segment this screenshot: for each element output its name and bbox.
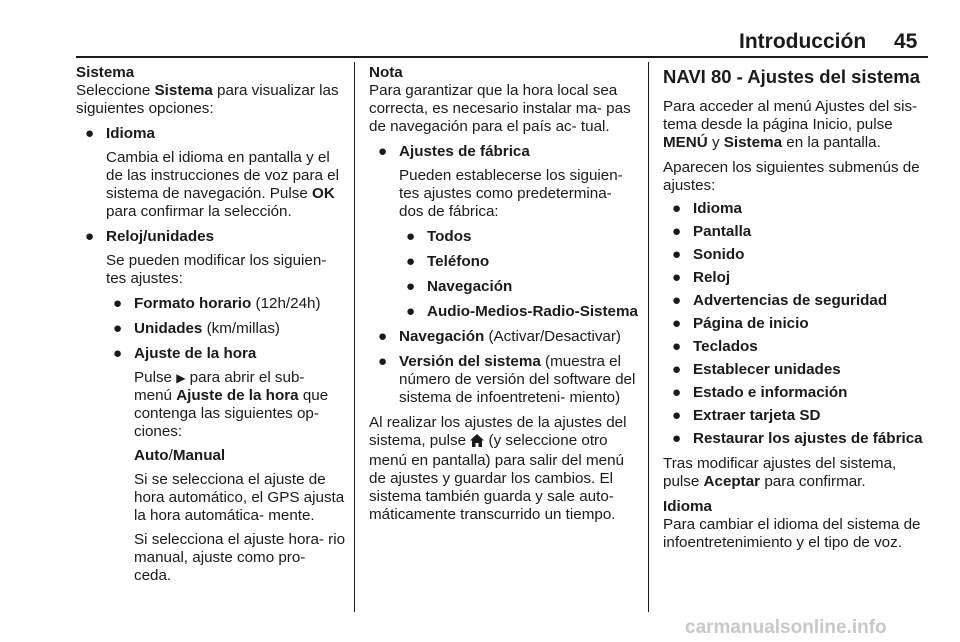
item-text: Pulse ▶ para abrir el sub- menú Ajuste de la hora que contenga las siguientes op- ciones: [134,369,329,440]
paragraph: Al realizar los ajustes de la ajustes del sistema, pulse (y seleccione otro menú en pantalla) para salir del menú de ajustes y guardar los cambios. El sistema también guarda y sale auto- máticamente transcurrido un tiempo. [369,414,627,523]
note-text: Para garantizar que la hora local sea correcta, es necesario instalar ma- pas de navegación para el país ac- tual. [369,82,631,135]
list-item: ● Navegación (Activar/Desactivar) [378,328,621,345]
bullet-icon: ● [85,125,95,142]
note-heading: Nota [369,64,403,81]
list-item [76,125,346,221]
column-2 [369,64,639,524]
bullet-icon: ● [672,407,682,424]
submenu-item: ● Reloj [672,269,731,286]
item-text: Pueden establecerse los siguien- tes ajustes como predetermina- dos de fábrica: [399,167,623,220]
submenu-item: ● Idioma [672,200,742,217]
paragraph: Tras modificar ajustes del sistema, pulse Aceptar para confirmar. [663,455,897,490]
submenu-item: ● Restaurar los ajustes de fábrica [672,430,923,447]
page-number: 45 [894,30,918,53]
bullet-icon: ● [672,338,682,355]
item-title: Ajuste de la hora [134,345,257,362]
bullet-icon: ● [378,328,388,345]
bullet-icon: ● [406,228,416,245]
header-rule [76,56,928,58]
column-divider [648,62,649,612]
page-title: Introducción [739,30,867,53]
bullet-icon: ● [672,430,682,447]
column-1 [76,64,346,585]
bullet-icon: ● [406,253,416,270]
submenu-item: ● Establecer unidades [672,361,841,378]
bullet-icon: ● [113,345,123,362]
bullet-icon: ● [85,228,95,245]
sub-list-item: ● Unidades (km/millas) [113,320,280,337]
section-heading: NAVI 80 - Ajustes del sistema [663,66,921,87]
bullet-icon: ● [672,292,682,309]
item-title: Ajustes de fábrica [399,143,530,160]
bullet-icon: ● [672,269,682,286]
bullet-icon: ● [672,223,682,240]
bullet-icon: ● [378,143,388,160]
bullet-icon: ● [672,200,682,217]
paragraph: Para cambiar el idioma del sistema de infoentretenimiento y el tipo de voz. [663,516,921,551]
submenu-item: ● Página de inicio [672,315,809,332]
list-item [76,228,346,585]
submenu-list [663,200,929,448]
bullet-icon: ● [406,303,416,320]
column-divider [354,62,355,612]
item-title: Reloj/unidades [106,228,215,245]
arrow-right-icon: ▶ [176,371,186,385]
submenu-item: ● Sonido [672,246,745,263]
list-item [369,143,639,321]
bullet-icon: ● [672,246,682,263]
sub-list-item: ● Navegación [406,278,513,295]
sub-list-item: ● Formato horario (12h/24h) [113,295,321,312]
submenu-item: ● Estado e información [672,384,848,401]
sub-list-item: ● Todos [406,228,472,245]
paragraph: Seleccione Sistema para visualizar las siguientes opciones: [76,82,339,117]
bullet-icon: ● [406,278,416,295]
submenu-item: ● Teclados [672,338,758,355]
bullet-icon: ● [113,295,123,312]
sub-list-item: ● Audio-Medios-Radio-Sistema [406,303,638,320]
paragraph: Para acceder al menú Ajustes del sis- tema desde la página Inicio, pulse MENÚ y Sistema en la pantalla. [663,98,918,151]
submenu-item: ● Advertencias de seguridad [672,292,888,309]
bullet-icon: ● [378,353,388,370]
section-heading: Sistema [76,64,135,81]
bullet-icon: ● [672,384,682,401]
item-text: Se pueden modificar los siguien- tes ajustes: [106,252,327,287]
bullet-icon: ● [672,361,682,378]
sub-list-item: ● Ajuste de la hora Pulse ▶ para abrir el sub- menú Ajuste de la hora que contenga las siguientes op- ciones: Auto/Manual Si se selecciona el ajuste de hora automático, el GPS ajusta la hora automática- mente. Si selecciona el ajuste hora- rio manual, ajuste como pro- ceda. [113,345,346,584]
home-icon [470,434,484,452]
column-3 [663,64,929,552]
submenu-item: ● Pantalla [672,223,752,240]
item-text: Cambia el idioma en pantalla y el de las instrucciones de voz para el sistema de navegación. Pulse OK para confirmar la selección. [106,149,340,220]
sub-list-item: ● Teléfono [406,253,490,270]
subsection-heading: Idioma [663,498,712,515]
bullet-icon: ● [113,320,123,337]
page-header [0,0,960,60]
item-title: Idioma [106,125,155,142]
paragraph: Aparecen los siguientes submenús de ajustes: [663,159,920,194]
submenu-item: ● Extraer tarjeta SD [672,407,821,424]
list-item: ● Versión del sistema (muestra el número de versión del software del sistema de infoentreteni- miento) [378,353,636,406]
bullet-icon: ● [672,315,682,332]
watermark: carmanualsonline.info [685,617,887,638]
